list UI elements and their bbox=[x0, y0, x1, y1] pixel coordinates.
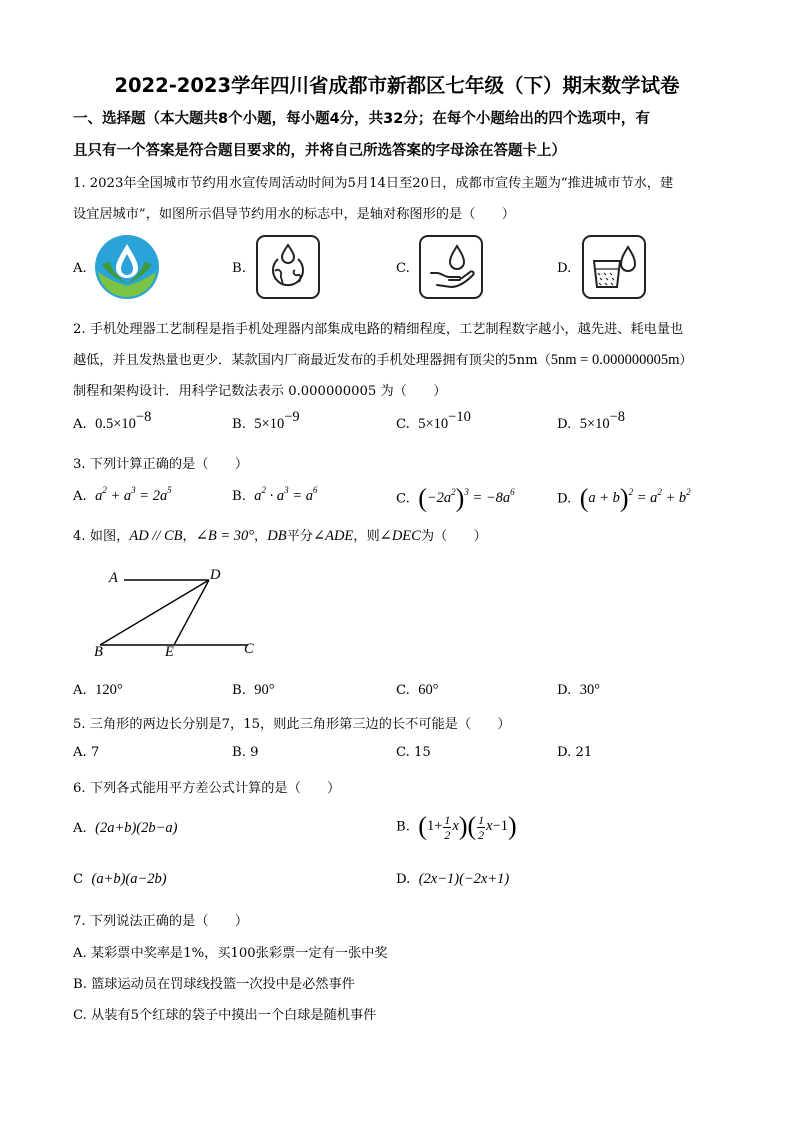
q3-option-d: D. $(a + b)^2 = a^2 + b^2$ bbox=[557, 484, 691, 513]
q2-option-d: D. $5\times 10^{-8}$ bbox=[557, 409, 626, 432]
q1-stem-line2: 设宜居城市”，如图所示倡导节约用水的标志中，是轴对称图形的是（ ） bbox=[73, 207, 515, 222]
q2-stem-line3: 制程和架构设计．用科学记数法表示 0.000000005 为（ ） bbox=[73, 384, 447, 399]
q2-option-c: C. $5\times 10^{-10}$ bbox=[396, 409, 471, 432]
q6-option-a: A. (2a+b)(2b−a) bbox=[73, 820, 178, 836]
q2-stem-line2: 越低，并且发热量也更少．某款国内厂商最近发布的手机处理器拥有顶尖的5nm（5nm = 0.000000005m） bbox=[73, 352, 693, 368]
q6-option-d: D. (2x−1)(−2x+1) bbox=[396, 871, 510, 887]
water-saving-logo-a-icon bbox=[94, 234, 160, 300]
q4-option-c: C. 60° bbox=[396, 682, 439, 698]
figure-label-d: D bbox=[210, 567, 221, 583]
q3-option-a: A. $a^2 + a^3 = 2a^5$ bbox=[73, 485, 172, 504]
q6-option-c: C (a+b)(a−2b) bbox=[73, 871, 167, 887]
q7-stem: 7. 下列说法正确的是（ ） bbox=[73, 914, 249, 929]
q5-option-a: A. 7 bbox=[73, 745, 100, 760]
cup-water-drop-logo-icon bbox=[582, 235, 646, 299]
q1-option-c-label: C. bbox=[396, 261, 410, 276]
q7-option-a: A. 某彩票中奖率是1%，买100张彩票一定有一张中奖 bbox=[73, 946, 388, 961]
q5-option-d: D. 21 bbox=[557, 745, 593, 760]
section-heading-line1: 一、选择题（本大题共8个小题，每小题4分，共32分；在每个小题给出的四个选项中，有 bbox=[73, 111, 650, 127]
q2-option-b: B. $5\times 10^{-9}$ bbox=[232, 409, 300, 432]
q1-option-b-label: B. bbox=[232, 261, 246, 276]
q5-option-b: B. 9 bbox=[232, 745, 259, 760]
q4-option-b: B. 90° bbox=[232, 682, 275, 698]
q3-option-c: C. $(-2a^2)^3 = -8a^6$ bbox=[396, 484, 515, 513]
q4-option-a: A. 120° bbox=[73, 682, 123, 698]
q4-stem: 4. 如图，AD // CB，∠B = 30°，DB平分∠ADE，则∠DEC为（ ） bbox=[73, 528, 487, 544]
q7-option-c: C. 从装有5个红球的袋子中摸出一个白球是随机事件 bbox=[73, 1008, 377, 1023]
q5-option-c: C. 15 bbox=[396, 745, 431, 760]
q5-stem: 5. 三角形的两边长分别是7，15，则此三角形第三边的长不可能是（ ） bbox=[73, 717, 511, 732]
q1-stem-line1: 1. 2023年全国城市节约用水宣传周活动时间为5月14日至20日，成都市宣传主题为“推进城市节水，建 bbox=[73, 176, 674, 191]
earth-water-logo-icon bbox=[256, 235, 320, 299]
q3-option-b: B. $a^2 \cdot a^3 = a^6$ bbox=[232, 485, 318, 504]
q7-option-b: B. 篮球运动员在罚球线投篮一次投中是必然事件 bbox=[73, 977, 355, 992]
q3-stem: 3. 下列计算正确的是（ ） bbox=[73, 457, 249, 472]
figure-label-b: B bbox=[94, 644, 103, 660]
q1-option-d-label: D. bbox=[557, 261, 572, 276]
page-title: 2022-2023学年四川省成都市新都区七年级（下）期末数学试卷 bbox=[114, 74, 680, 97]
hand-water-drop-logo-icon bbox=[419, 235, 483, 299]
q2-stem-line1: 2. 手机处理器工艺制程是指手机处理器内部集成电路的精细程度，工艺制程数字越小，越先进、耗电量也 bbox=[73, 322, 684, 337]
q6-stem: 6. 下列各式能用平方差公式计算的是（ ） bbox=[73, 781, 341, 796]
q6-option-b: B. (1+ $\frac{1}{2}$ x)( $\frac{1}{2}$ x−1) bbox=[396, 812, 517, 842]
q4-option-d: D. 30° bbox=[557, 682, 600, 698]
q1-option-a-label: A. bbox=[73, 261, 87, 276]
q2-option-a: A. $0.5\times 10^{-8}$ bbox=[73, 409, 152, 432]
figure-label-a: A bbox=[109, 570, 118, 586]
section-heading-line2: 且只有一个答案是符合题目要求的，并将自己所选答案的字母涂在答题卡上） bbox=[73, 143, 566, 159]
figure-label-c: C bbox=[244, 641, 254, 657]
figure-label-e: E bbox=[165, 644, 174, 660]
